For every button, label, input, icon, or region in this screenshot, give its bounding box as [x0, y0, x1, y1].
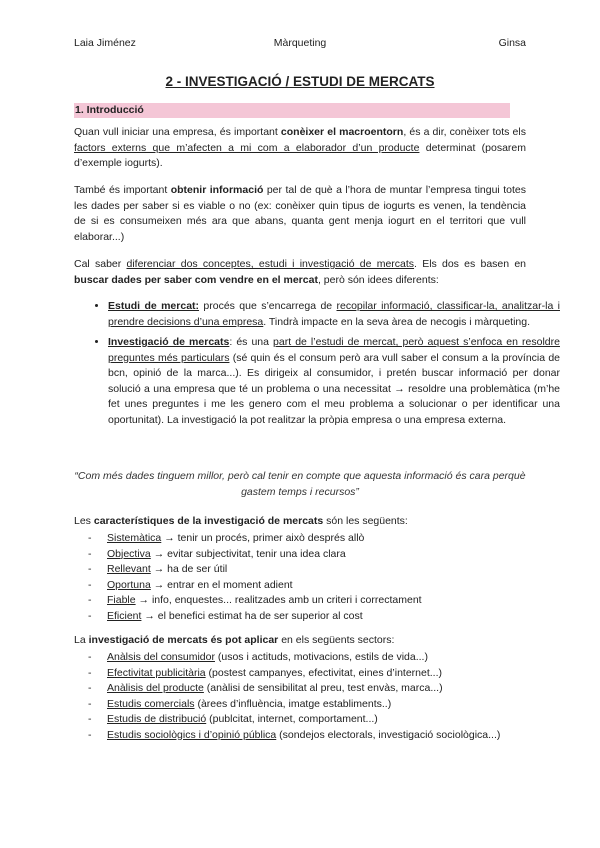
list-item: - Oportuna → entrar en el moment adient: [74, 578, 526, 594]
list-item: - Objectiva → evitar subjectivitat, tenir una idea clara: [74, 547, 526, 563]
paragraph-caracteristiques: Les característiques de la investigació de mercats són les següents:: [74, 515, 408, 527]
header-author: Laia Jiménez: [74, 37, 136, 49]
section-heading-introduccio: 1. Introducció: [74, 103, 510, 118]
list-item: - Estudis de distribució (publcitat, internet, comportament...): [74, 712, 526, 728]
page-title: 2 - INVESTIGACIÓ / ESTUDI DE MERCATS: [165, 74, 435, 89]
list-item: - Anàlisis del producte (anàlisi de sensibilitat al preu, test envàs, marca...): [74, 681, 526, 697]
characteristics-list: [74, 531, 526, 624]
list-item: - Fiable → info, enquestes... realitzades amb un criteri i correctament: [74, 593, 526, 609]
list-item: • Estudi de mercat: procés que s’encarrega de recopilar informació, classificar-la, analitzar-la i prendre decisions d’una empresa. Tindrà impacte en la seva àrea de necogis i màrqueting.: [108, 299, 560, 330]
list-item: - Rellevant → ha de ser útil: [74, 562, 526, 578]
header-school: Ginsa: [498, 37, 526, 49]
sectors-list: [74, 650, 526, 743]
page-header: [74, 37, 526, 51]
list-item: - Anàlsis del consumidor (usos i actituds, motivacions, estils de vida...): [74, 650, 526, 666]
list-item: - Estudis comercials (àrees d’influència, imatge establiments..): [74, 697, 526, 713]
list-item: - Sistemàtica → tenir un procés, primer això després allò: [74, 531, 526, 547]
paragraph-conceptes: Cal saber diferenciar dos conceptes, estudi i investigació de mercats. Els dos es basen en buscar dades per saber com vendre en el mercat, però són idees diferents:: [74, 258, 526, 286]
list-item: - Estudis sociològics i d’opinió pública (sondejos electorals, investigació sociològica...): [74, 728, 526, 744]
paragraph-macroentorn: Quan vull iniciar una empresa, és important conèixer el macroentorn, és a dir, conèixer tots els factors externs que m’afecten a mi com a elaborador d’un producte determinat (posarem d’exemple iogurts).: [74, 126, 526, 169]
paragraph-sectors: La investigació de mercats és pot aplicar en els següents sectors:: [74, 634, 395, 646]
concepts-list: [74, 299, 560, 433]
list-item: - Eficient → el benefici estimat ha de ser superior al cost: [74, 609, 526, 625]
header-subject: Màrqueting: [273, 37, 327, 49]
paragraph-informacio: També és important obtenir informació per tal de què a l’hora de muntar l’empresa tingui totes les dades per saber si es viable o no (ex: conèixer quin tipus de iogurts es venen, la tendència de si es consumeixen més ara que abans, quanta gent menja iogurt en el territori que vull elaborar...): [74, 184, 526, 243]
quote: “Com més dades tinguem millor, però cal tenir en compte que aquesta informació és cara perquè gastem temps i recursos”: [74, 470, 526, 498]
list-item: - Efectivitat publicitària (postest campanyes, efectivitat, eines d’internet...): [74, 666, 526, 682]
list-item: • Investigació de mercats: és una part de l’estudi de mercat, però aquest s’enfoca en resoldre preguntes més particulars (sé quin és el consum però ara vull saber el consum a la província de bcn, opinió de la marca...). Es dirigeix al consumidor, i pretén buscar informació per donar solució a una empresa que té un problema o una necessitat → resoldre una problemàtica (m’he fet unes preguntes i me les genero com el meu problema a solucionar o per identificar una oportunitat). La investigació la pot realitzar la pròpia empresa o una empresa externa.: [108, 335, 560, 428]
